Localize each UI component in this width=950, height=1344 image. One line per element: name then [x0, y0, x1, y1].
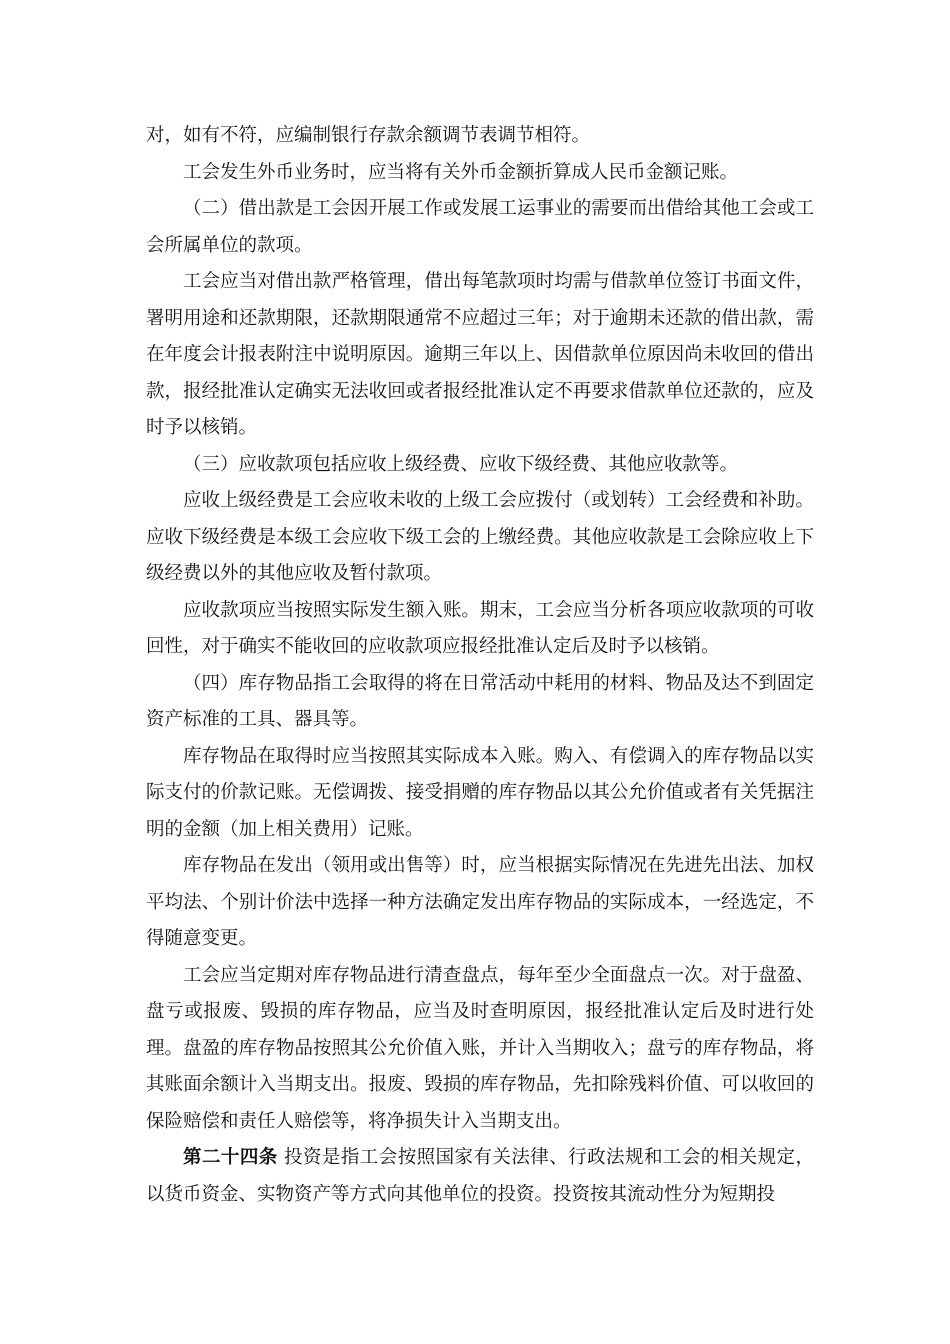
paragraph-3: （二）借出款是工会因开展工作或发展工运事业的需要而出借给其他工会或工会所属单位的款项。	[146, 198, 814, 256]
article-24-paragraph	[146, 1140, 814, 1213]
paragraph-7: 应收款项应当按照实际发生额入账。期末，工会应当分析各项应收款项的可收回性，对于确实不能收回的应收款项应报经批准认定后及时予以核销。	[146, 599, 814, 657]
article-24-heading: 第二十四条	[183, 1147, 278, 1168]
paragraph-5: （三）应收款项包括应收上级经费、应收下级经费、其他应收款等。	[183, 453, 739, 475]
paragraph-2: 工会发生外币业务时，应当将有关外币金额折算成人民币金额记账。	[183, 161, 739, 183]
paragraph-1: 对，如有不符，应编制银行存款余额调节表调节相符。	[146, 125, 591, 146]
article-24-text: 投资是指工会按照国家有关法律、行政法规和工会的相关规定，以货币资金、实物资产等方式向其他单位的投资。投资按其流动性分为短期投	[146, 1147, 814, 1205]
paragraph-8: （四）库存物品指工会取得的将在日常活动中耗用的材料、物品及达不到固定资产标准的工具、器具等。	[146, 672, 814, 730]
document-body	[146, 118, 814, 1213]
paragraph-10: 库存物品在发出（领用或出售等）时，应当根据实际情况在先进先出法、加权平均法、个别计价法中选择一种方法确定发出库存物品的实际成本，一经选定，不得随意变更。	[146, 855, 814, 949]
paragraph-6: 应收上级经费是工会应收未收的上级工会应拨付（或划转）工会经费和补助。应收下级经费是本级工会应收下级工会的上缴经费。其他应收款是工会除应收上下级经费以外的其他应收及暂付款项。	[146, 490, 814, 584]
paragraph-4: 工会应当对借出款严格管理，借出每笔款项时均需与借款单位签订书面文件，署明用途和还款期限，还款期限通常不应超过三年；对于逾期未还款的借出款，需在年度会计报表附注中说明原因。逾期三年以上、因借款单位原因尚未收回的借出款，报经批准认定确实无法收回或者报经批准认定不再要求借款单位还款的，应及时予以核销。	[146, 271, 814, 438]
paragraph-11: 工会应当定期对库存物品进行清查盘点，每年至少全面盘点一次。对于盘盈、盘亏或报废、毁损的库存物品，应当及时查明原因，报经批准认定后及时进行处理。盘盈的库存物品按照其公允价值入账，并计入当期收入；盘亏的库存物品，将其账面余额计入当期支出。报废、毁损的库存物品，先扣除残料价值、可以收回的保险赔偿和责任人赔偿等，将净损失计入当期支出。	[146, 964, 814, 1132]
paragraph-9: 库存物品在取得时应当按照其实际成本入账。购入、有偿调入的库存物品以实际支付的价款记账。无偿调拨、接受捐赠的库存物品以其公允价值或者有关凭据注明的金额（加上相关费用）记账。	[146, 745, 814, 840]
